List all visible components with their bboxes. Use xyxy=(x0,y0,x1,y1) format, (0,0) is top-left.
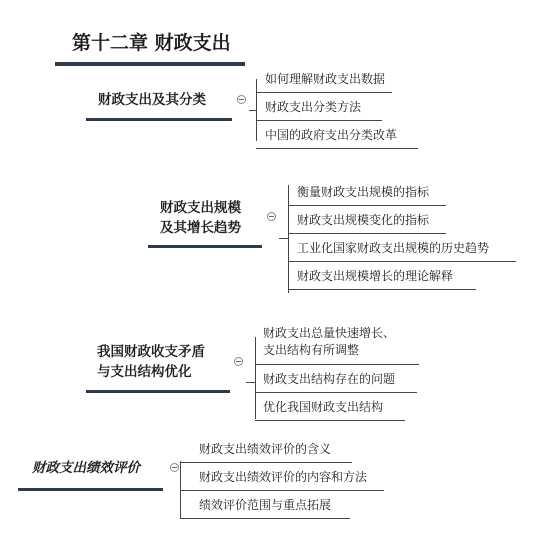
leaf-4-3[interactable]: 绩效评价范围与重点拓展 xyxy=(199,498,332,512)
leaf-2-4-line xyxy=(288,289,476,290)
leaf-4-2[interactable]: 财政支出绩效评价的内容和方法 xyxy=(199,470,368,484)
collapse-icon[interactable] xyxy=(267,212,276,221)
leaf-3-3[interactable]: 优化我国财政支出结构 xyxy=(263,400,384,414)
leaf-4-2-line xyxy=(180,490,384,491)
leaf-1-3[interactable]: 中国的政府支出分类改革 xyxy=(265,128,398,142)
leaf-3-2[interactable]: 财政支出结构存在的问题 xyxy=(263,372,396,386)
branch-3-label[interactable] xyxy=(97,342,205,382)
branch-1-line xyxy=(86,118,232,121)
branch-4-line xyxy=(18,488,163,491)
leaf-1-3-line xyxy=(256,148,418,149)
branch-2-line xyxy=(148,245,262,248)
leaf-3-2-line xyxy=(255,392,417,393)
branch-2-label-line-1: 财政支出规模 xyxy=(160,200,241,216)
branch-3-line xyxy=(86,390,230,393)
leaf-3-1[interactable] xyxy=(263,325,395,359)
leaf-4-1-line xyxy=(180,462,352,463)
branch-4-label[interactable] xyxy=(32,458,140,478)
branch-1-label-line-1: 财政支出及其分类 xyxy=(98,92,206,108)
branch-3-connector xyxy=(246,382,256,383)
leaf-4-1[interactable]: 财政支出绩效评价的含义 xyxy=(199,442,332,456)
branch-3-bracket xyxy=(255,337,256,419)
leaf-2-4[interactable]: 财政支出规模增长的理论解释 xyxy=(297,269,454,283)
page-title: 第十二章 财政支出 xyxy=(72,32,231,54)
leaf-4-3-line xyxy=(180,518,350,519)
branch-1-label[interactable] xyxy=(98,90,206,110)
leaf-3-1-line xyxy=(255,364,419,365)
branch-2-bracket xyxy=(288,185,289,293)
leaf-2-1-line xyxy=(288,205,446,206)
leaf-2-3[interactable]: 工业化国家财政支出规模的历史趋势 xyxy=(297,241,490,255)
leaf-1-2-line xyxy=(256,120,382,121)
collapse-icon[interactable] xyxy=(170,463,179,472)
leaf-1-1-line xyxy=(256,92,392,93)
branch-3-label-line-1: 我国财政收支矛盾 xyxy=(97,344,205,360)
branch-4-label-line-1: 财政支出绩效评价 xyxy=(32,460,140,476)
leaf-1-1[interactable]: 如何理解财政支出数据 xyxy=(265,72,386,86)
leaf-2-1[interactable]: 衡量财政支出规模的指标 xyxy=(297,185,430,199)
leaf-3-1-line-1: 财政支出总量快速增长、 xyxy=(263,326,396,340)
leaf-2-3-line xyxy=(288,261,516,262)
collapse-icon[interactable] xyxy=(237,95,246,104)
branch-3-label-line-2: 与支出结构优化 xyxy=(97,364,192,380)
branch-1-connector xyxy=(249,110,257,111)
branch-2-connector xyxy=(279,238,289,239)
collapse-icon[interactable] xyxy=(234,357,243,366)
leaf-3-3-line xyxy=(255,420,405,421)
branch-2-label-line-2: 及其增长趋势 xyxy=(160,220,241,236)
leaf-1-2[interactable]: 财政支出分类方法 xyxy=(265,100,362,114)
leaf-3-1-line-2: 支出结构有所调整 xyxy=(263,343,360,357)
leaf-2-2-line xyxy=(288,233,446,234)
leaf-2-2[interactable]: 财政支出规模变化的指标 xyxy=(297,213,430,227)
branch-2-label[interactable] xyxy=(160,198,241,238)
title-underline xyxy=(55,62,245,66)
